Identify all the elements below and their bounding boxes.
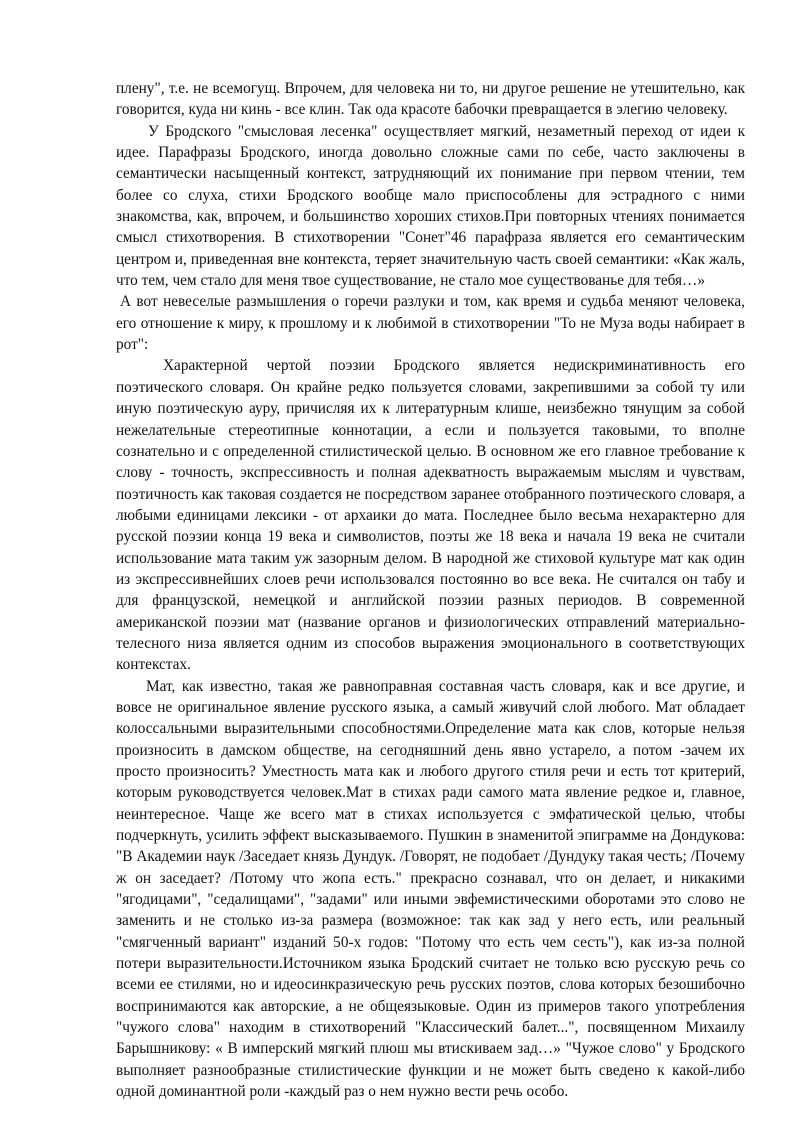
paragraph-3: А вот невеселые размышления о горечи разлуки и том, как время и судьба меняют человека, его отношение к миру, к прошлому и к любимой в стихотворении "То не Муза воды набирает в рот": (116, 293, 745, 354)
paragraph-4: Характерной чертой поэзии Бродского является недискриминативность его поэтического словаря. Он крайне редко пользуется словами, закрепившими за собой ту или иную поэтическую ауру, причисляя их к литературным клише, неизбежно тянущим за собой нежелательные стереотипные коннотации, а если и пользуется таковыми, то вполне сознательно и с определенной стилистической целью. В основном же его главное требование к слову - точность, экспрессивность и полная адекватность выражаемым мыслям и чувствам, поэтичность как таковая создается не посредством заранее отобранного поэтического словаря, а любыми единицами лексики - от архаики до мата. Последнее было весьма нехарактерно для русской поэзии конца 19 века и символистов, поэты же 18 века и начала 19 века не считали использование мата таким уж зазорным делом. В народной же стиховой культуре мат как один из экспрессивнейших слоев речи использовался постоянно во все века. Не считался он табу и для французской, немецкой и английской поэзии разных периодов. В современной американской поэзии мат (название органов и физиологических отправлений материально-телесного низа является одним из способов выражения эмоционального в соответствующих контекстах. (116, 357, 745, 674)
paragraph-2: У Бродского "смысловая лесенка" осуществляет мягкий, незаметный переход от идеи к идее. Парафразы Бродского, иногда довольно сложные сами по себе, часто заключены в семантически насыщенный контекст, затрудняющий их понимание при первом чтении, тем более со слуха, стихи Бродского вообще мало приспособлены для эстрадного с ними знакомства, как, впрочем, и большинство хороших стихов.При повторных чтениях понимается смысл стихотворения. В стихотворении "Сонет"46 парафраза является его семантическим центром и, приведенная вне контекста, теряет значительную часть своей семантики: «Как жаль, что тем, чем стало для меня твое существование, не стало мое существованье для тебя…» (116, 122, 745, 290)
paragraph-1: плену", т.е. не всемогущ. Впрочем, для человека ни то, ни другое решение не утешительно, как говорится, куда ни кинь - все клин. Так ода красоте бабочки превращается в элегию человеку. (116, 80, 745, 119)
paragraph-5: Мат, как известно, такая же равноправная составная часть словаря, как и все другие, и вовсе не оригинальное явление русского языка, а самый живучий слой любого. Мат обладает колоссальными выразительными способностями.Определение мата как слов, которые нельзя произносить в дамском обществе, на сегодняшний день явно устарело, а потом -зачем их просто произносить? Уместность мата как и любого другого стиля речи и есть тот критерий, которым руководствуется человек.Мат в стихах ради самого мата явление редкое и, главное, неинтересное. Чаще же всего мат в стихах используется с эмфатической целью, чтобы подчеркнуть, усилить эффект высказываемого. Пушкин в знаменитой эпиграмме на Дондукова: "В Академии наук /Заседает князь Дундук. /Говорят, не подобает /Дундуку такая честь; /Почему ж он заседает? /Потому что жопа есть." прекрасно сознавал, что он делает, и никакими "ягодицами", "седалищами", "задами" или иными эвфемистическими оборотами это слово не заменить и не столько из-за размера (возможное: так как зад у него есть, или реальный "смягченный вариант" изданий 50-х годов: "Потому что есть чем сесть"), как из-за полной потери выразительности.Источником языка Бродский считает не только всю русскую речь со всеми ее стилями, но и идеосинкразическую речь русских поэтов, слова которых безошибочно воспринимаются как авторские, а не общеязыковые. Один из примеров такого употребления "чужого слова" находим в стихотворений "Классический балет...", посвященном Михаилу Барышникову: « В имперский мягкий плюш мы втискиваем зад…» "Чужое слово" у Бродского выполняет разнообразные стилистические функции и не может быть сведено к какой-либо одной доминантной роли -каждый раз о нем нужно вести речь особо. (116, 677, 745, 1101)
